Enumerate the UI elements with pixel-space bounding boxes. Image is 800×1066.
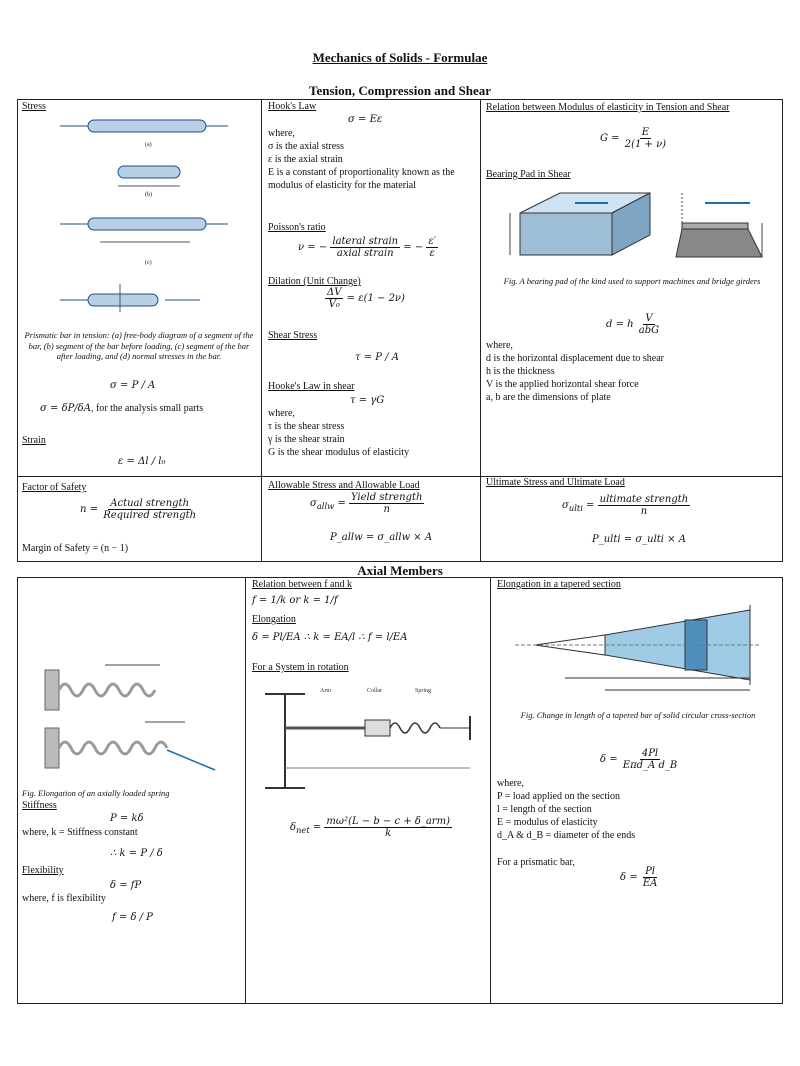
strain-formula: ε = Δl / l₀ xyxy=(118,456,166,467)
stiffness-where: where, k = Stiffness constant xyxy=(22,827,138,838)
bearing-formula xyxy=(606,313,661,336)
stiffness-heading: Stiffness xyxy=(22,800,57,811)
safety-den: Required strength xyxy=(103,510,197,521)
prismatic-formula: δ = $\frac{Pl}{EA}$ xyxy=(620,866,658,889)
relation-formula xyxy=(600,127,668,150)
rotation-label-collar: Collar xyxy=(367,688,382,694)
margin-of-safety: Margin of Safety = (n − 1) xyxy=(22,543,129,554)
stress-caption: Prismatic bar in tension: (a) free-body diagram of a segment of the bar, (b) segment of the bar before loading, (c) segment of the bar after loading, and (d) normal stresses in the bar. xyxy=(24,330,254,361)
divider xyxy=(490,577,491,1004)
ultimate-load: P_ulti = σ_ulti × A xyxy=(592,534,686,545)
hooke-shear-line: τ is the shear stress xyxy=(268,421,345,432)
svg-text:(a): (a) xyxy=(145,142,152,148)
rotation-label-arm: Arm xyxy=(320,688,331,694)
divider xyxy=(17,476,783,477)
bearing-heading: Bearing Pad in Shear xyxy=(486,169,571,180)
section-title-axial: Axial Members xyxy=(357,563,443,578)
dilation-formula-rhs: = ε(1 − 2ν) xyxy=(346,293,405,304)
tapered-line: P = load applied on the section xyxy=(497,791,621,802)
bearing-line: V is the applied horizontal shear force xyxy=(486,379,639,390)
relation-fk-formula: f = 1/k or k = 1/f xyxy=(252,595,338,606)
dilation-formula: $\frac{\Delta V}{\text{V₀}}$ = ε(1 − 2ν) xyxy=(327,287,405,310)
poisson-heading: Poisson's ratio xyxy=(268,222,326,233)
spring-caption: Fig. Elongation of an axially loaded spring xyxy=(22,788,170,798)
allowable-num: Yield strength xyxy=(351,492,423,503)
flexibility-where: where, f is flexibility xyxy=(22,893,106,904)
bearing-formula-lhs: d = h xyxy=(606,319,634,330)
poisson-formula: ν = − $\frac{\text{lateral strain}}{\text{axial strain}}$ = − $\frac{\varepsilon'}{\varepsilon}$ xyxy=(298,236,437,259)
allowable-formula: $\sigma_{allw}$ = $\frac{\text{Yield strength}}{n}$ xyxy=(310,492,423,515)
relation-formula-lhs: G = xyxy=(600,133,620,144)
bearing-where: where, xyxy=(486,340,513,351)
bearing-line: h is the thickness xyxy=(486,366,555,377)
section-title-tension: Tension, Compression and Shear xyxy=(308,83,492,98)
rotation-label-spring: Spring xyxy=(415,688,432,694)
allowable-den: n xyxy=(383,504,390,515)
rotation-figure xyxy=(255,690,485,795)
tapered-bar-figure xyxy=(505,600,775,700)
stress-heading: Stress xyxy=(22,101,46,112)
poisson-den: axial strain xyxy=(336,248,394,259)
k-formula: ∴ k = P / δ xyxy=(110,848,163,859)
divider xyxy=(480,99,481,562)
elongation-formula: δ = Pl/EA ∴ k = EA/l ∴ f = l/EA xyxy=(252,632,408,643)
bearing-caption: Fig. A bearing pad of the kind used to support machines and bridge girders xyxy=(503,276,761,286)
relation-heading: Relation between Modulus of elasticity in Tension and Shear xyxy=(486,102,730,113)
bearing-pad-figure xyxy=(500,183,770,275)
safety-heading: Factor of Safety xyxy=(22,482,87,493)
hooke-shear-heading: Hooke's Law in shear xyxy=(268,381,355,392)
stiffness-formula: P = kδ xyxy=(110,813,144,824)
hooke-shear-line: G is the shear modulus of elasticity xyxy=(268,447,410,458)
dilation-heading: Dilation (Unit Change) xyxy=(268,276,361,287)
tapered-num: 4Pl xyxy=(641,748,659,759)
rotation-num: mω²(L − b − c + δ_arm) xyxy=(326,816,450,827)
bearing-line: a, b are the dimensions of plate xyxy=(486,392,611,403)
tapered-line: E = modulus of elasticity xyxy=(497,817,598,828)
ultimate-num: ultimate strength xyxy=(599,494,689,505)
shear-stress-formula: τ = P / A xyxy=(355,352,399,363)
allowable-load: P_allw = σ_allw × A xyxy=(330,532,433,543)
poisson-num: lateral strain xyxy=(332,236,399,247)
hooke-line: E is a constant of proportionality known as the modulus of elasticity for the material xyxy=(268,167,455,191)
stress-small-parts-text: , for the analysis small parts xyxy=(90,403,204,414)
prismatic-num: Pl xyxy=(645,866,655,877)
divider xyxy=(245,577,246,1004)
tapered-line: d_A & d_B = diameter of the ends xyxy=(497,830,636,841)
ultimate-heading: Ultimate Stress and Ultimate Load xyxy=(486,477,625,488)
rotation-formula: $\delta_{net}$ = $\frac{\text{mω²(L − b − c + δ\_arm)}}{k}$ xyxy=(290,816,450,839)
page-title: Mechanics of Solids - Formulae xyxy=(312,50,488,65)
tapered-formula: δ = $\frac{4Pl}{\text{Eπd\_A d\_B}}$ xyxy=(600,748,678,771)
safety-num: Actual strength xyxy=(110,498,190,509)
bearing-num: V xyxy=(645,313,653,324)
stress-formula: σ = P / A xyxy=(110,380,156,391)
strain-heading: Strain xyxy=(22,435,46,446)
f-formula: f = δ / P xyxy=(112,912,153,923)
hooke-formula: σ = Eε xyxy=(348,114,383,125)
svg-text:(b): (b) xyxy=(145,192,152,198)
flexibility-heading: Flexibility xyxy=(22,865,64,876)
shear-stress-heading: Shear Stress xyxy=(268,330,318,341)
hooke-where: where, xyxy=(268,128,295,139)
bearing-den: abG xyxy=(638,325,660,336)
spring-figure xyxy=(45,660,235,780)
hooke-line: ε is the axial strain xyxy=(268,154,343,165)
ultimate-formula: $\sigma_{ulti}$ = $\frac{\text{ultimate strength}}{n}$ xyxy=(562,494,689,517)
ultimate-den: n xyxy=(640,506,648,517)
elongation-heading: Elongation xyxy=(252,614,296,625)
stress-small-parts: σ = δP/δA, for the analysis small parts xyxy=(40,403,204,414)
hooke-shear-line: γ is the shear strain xyxy=(268,434,345,445)
safety-formula: n = $\frac{\text{Actual strength}}{\text{Required strength}}$ xyxy=(80,498,197,521)
relation-num: E xyxy=(641,127,650,138)
relation-den: 2(1 + ν) xyxy=(624,139,667,150)
hooke-heading: Hook's Law xyxy=(268,101,317,112)
hooke-shear-where: where, xyxy=(268,408,295,419)
tapered-caption: Fig. Change in length of a tapered bar of solid circular cross-section xyxy=(520,710,756,720)
prismatic-bar-figure xyxy=(60,112,240,312)
tapered-where: where, xyxy=(497,778,524,789)
rotation-den: k xyxy=(385,828,392,839)
hooke-line: σ is the axial stress xyxy=(268,141,344,152)
tapered-den: Eπd_A d_B xyxy=(622,760,678,771)
allowable-heading: Allowable Stress and Allowable Load xyxy=(268,480,420,491)
divider xyxy=(261,99,262,562)
flexibility-formula: δ = fP xyxy=(110,880,142,891)
prismatic-den: EA xyxy=(642,878,658,889)
prismatic-label: For a prismatic bar, xyxy=(497,857,575,868)
tapered-line: l = length of the section xyxy=(497,804,592,815)
bearing-line: d is the horizontal displacement due to shear xyxy=(486,353,665,364)
relation-fk-heading: Relation between f and k xyxy=(252,579,352,590)
tapered-heading: Elongation in a tapered section xyxy=(497,579,621,590)
rotation-heading: For a System in rotation xyxy=(252,662,349,673)
svg-text:(c): (c) xyxy=(145,260,152,266)
hooke-shear-formula: τ = γG xyxy=(350,395,385,406)
